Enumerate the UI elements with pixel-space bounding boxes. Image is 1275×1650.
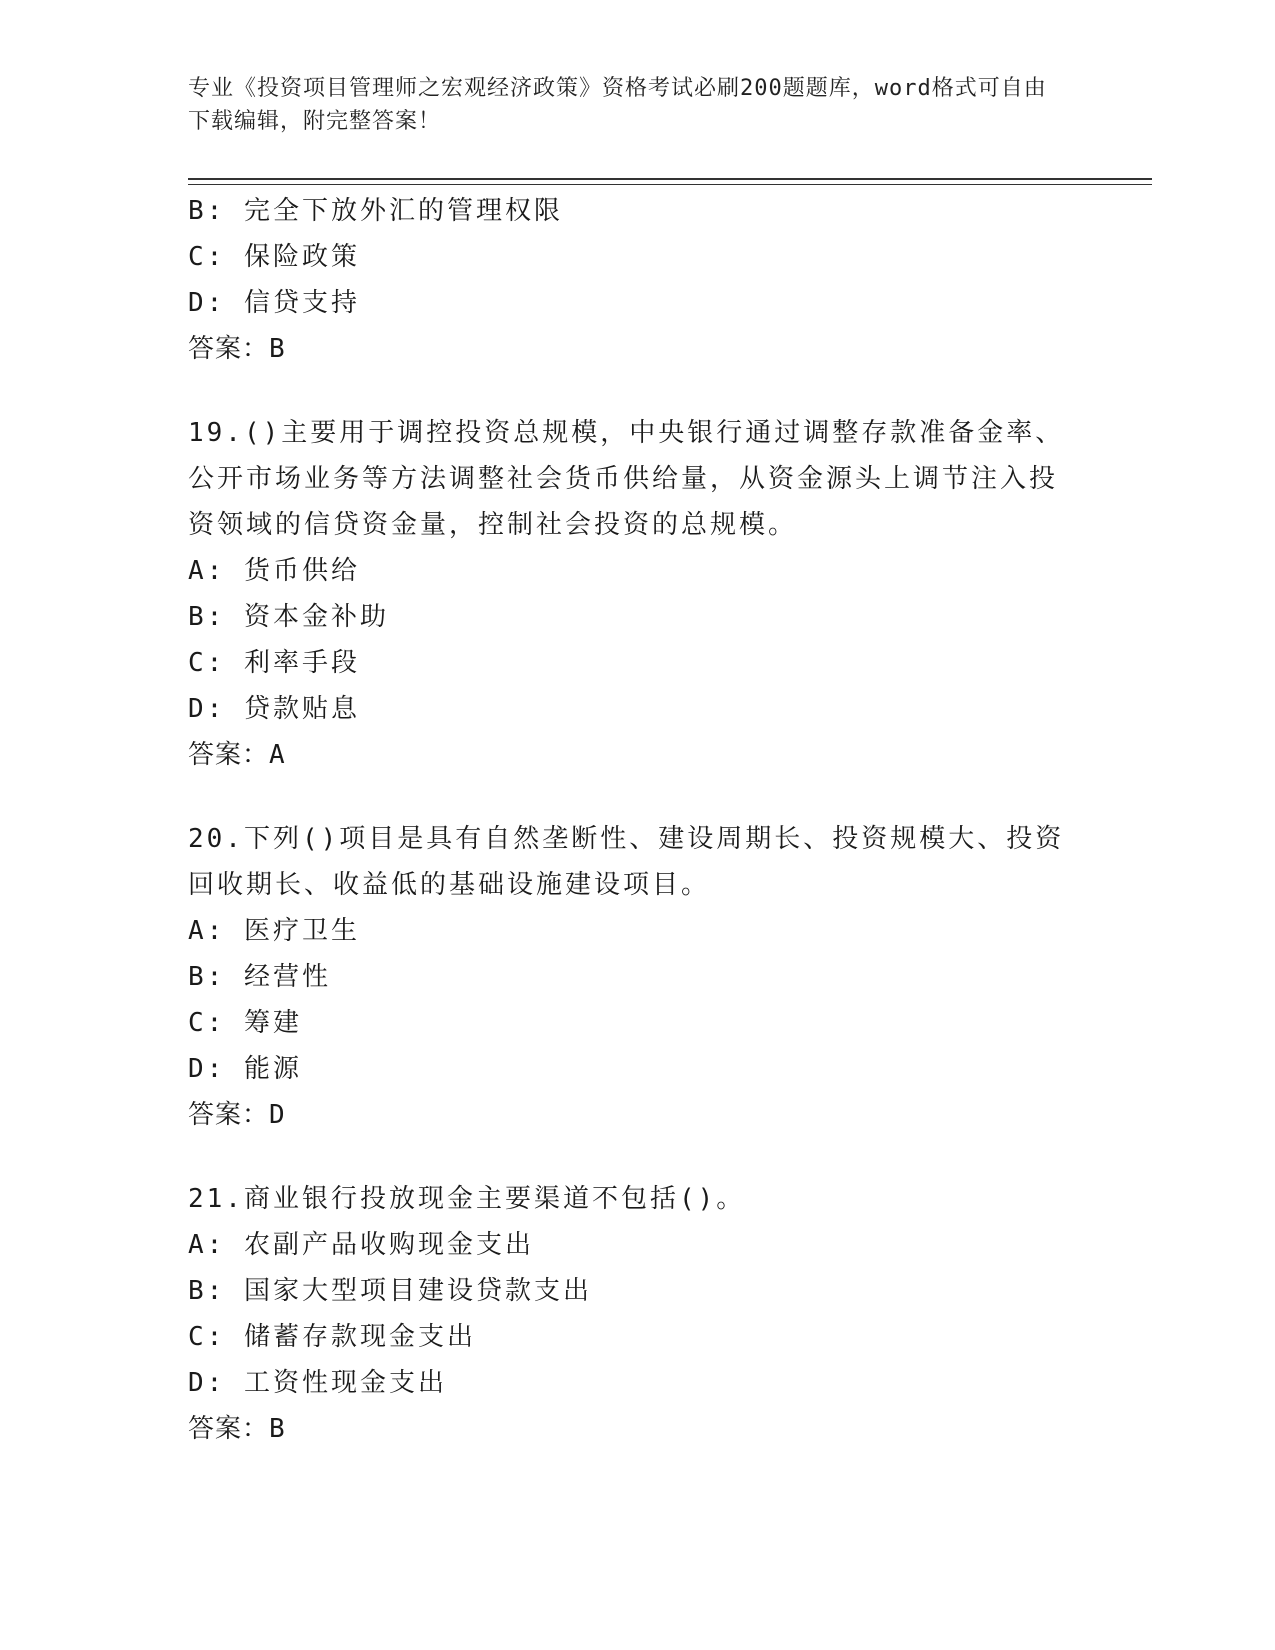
question-block-partial	[188, 188, 1088, 372]
option-b: B: 完全下放外汇的管理权限	[188, 196, 563, 226]
option-a: A: 货币供给	[188, 556, 360, 586]
option-b: B: 国家大型项目建设贷款支出	[188, 1276, 592, 1306]
question-block-19	[188, 410, 1088, 778]
option-c: C: 利率手段	[188, 648, 360, 678]
question-stem: 20.下列()项目是具有自然垄断性、建设周期长、投资规模大、投资回收期长、收益低的基础设施建设项目。	[188, 824, 1065, 900]
option-a: A: 医疗卫生	[188, 916, 360, 946]
question-content	[188, 188, 1088, 1452]
option-d: D: 工资性现金支出	[188, 1368, 447, 1398]
question-stem: 19.()主要用于调控投资总规模，中央银行通过调整存款准备金率、公开市场业务等方法调整社会货币供给量，从资金源头上调节注入投资领域的信贷资金量，控制社会投资的总规模。	[188, 418, 1065, 540]
answer-line: 答案：B	[188, 334, 286, 364]
option-d: D: 贷款贴息	[188, 694, 360, 724]
header-rule-thin	[188, 184, 1152, 185]
option-b: B: 资本金补助	[188, 602, 389, 632]
question-stem: 21.商业银行投放现金主要渠道不包括()。	[188, 1184, 746, 1214]
option-a: A: 农副产品收购现金支出	[188, 1230, 534, 1260]
option-c: C: 保险政策	[188, 242, 360, 272]
answer-line: 答案：D	[188, 1100, 286, 1130]
option-c: C: 筹建	[188, 1008, 302, 1038]
question-block-20	[188, 816, 1088, 1138]
option-d: D: 能源	[188, 1054, 302, 1084]
document-header: 专业《投资项目管理师之宏观经济政策》资格考试必刷200题题库，word格式可自由下载编辑，附完整答案！	[188, 76, 1047, 134]
option-d: D: 信贷支持	[188, 288, 360, 318]
question-block-21	[188, 1176, 1088, 1452]
option-b: B: 经营性	[188, 962, 331, 992]
answer-line: 答案：A	[188, 740, 286, 770]
answer-line: 答案：B	[188, 1414, 286, 1444]
header-rule-thick	[188, 178, 1152, 180]
option-c: C: 储蓄存款现金支出	[188, 1322, 476, 1352]
